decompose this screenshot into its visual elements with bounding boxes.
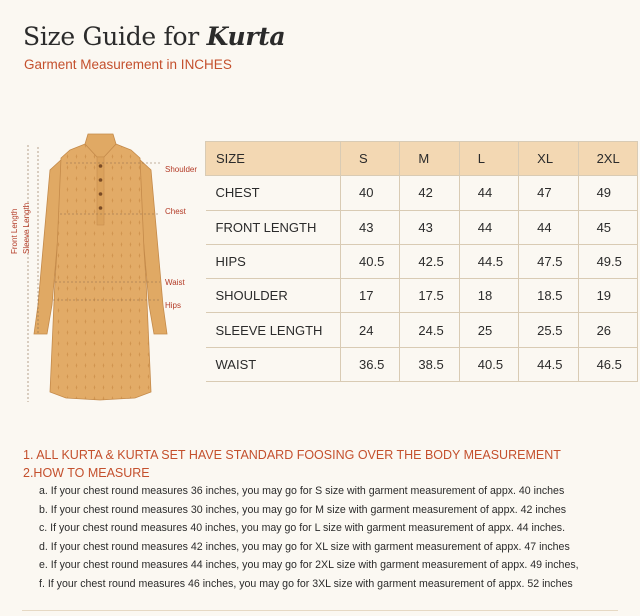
cell: 26 — [578, 313, 637, 347]
header-l: L — [459, 142, 518, 176]
note-how-to-measure: 2.HOW TO MEASURE — [23, 466, 150, 480]
row-label: SLEEVE LENGTH — [206, 313, 341, 347]
cell: 17 — [341, 279, 400, 313]
page-title — [23, 22, 285, 51]
waist-label: Waist — [165, 278, 185, 287]
cell: 44 — [519, 210, 578, 244]
cell: 40 — [341, 176, 400, 210]
cell: 47 — [519, 176, 578, 210]
cell: 46.5 — [578, 347, 637, 381]
row-label: WAIST — [206, 347, 341, 381]
notes-section — [23, 446, 633, 593]
cell: 42 — [400, 176, 459, 210]
table-row — [206, 210, 638, 244]
cell: 25.5 — [519, 313, 578, 347]
table-row — [206, 347, 638, 381]
sleeve-length-label: Sleeve Length — [22, 202, 31, 254]
cell: 24.5 — [400, 313, 459, 347]
list-item: e. If your chest round measures 44 inches, you may go for 2XL size with garment measurement of appx. 49 inches, — [39, 559, 579, 571]
button-4 — [99, 206, 103, 210]
list-item: f. If your chest round measures 46 inches, you may go for 3XL size with garment measurement of appx. 52 inches — [39, 577, 573, 590]
hips-label: Hips — [165, 301, 182, 310]
cell: 43 — [341, 210, 400, 244]
list-item: a. If your chest round measures 36 inches, you may go for S size with garment measurement of appx. 40 inches — [39, 485, 565, 497]
cell: 43 — [400, 210, 459, 244]
header-2xl: 2XL — [578, 142, 637, 176]
cell: 40.5 — [341, 244, 400, 278]
row-label: CHEST — [206, 176, 341, 210]
table-header-row — [206, 142, 638, 176]
row-label: HIPS — [206, 244, 341, 278]
header-size: SIZE — [206, 142, 341, 176]
measure-steps-list — [23, 482, 633, 593]
cell: 19 — [578, 279, 637, 313]
cell: 38.5 — [400, 347, 459, 381]
cell: 18 — [459, 279, 518, 313]
table-row — [206, 313, 638, 347]
list-item: d. If your chest round measures 42 inches, you may go for XL size with garment measurement of appx. 47 inches — [39, 540, 570, 553]
cell: 49.5 — [578, 244, 637, 278]
cell: 44 — [459, 176, 518, 210]
cell: 44 — [459, 210, 518, 244]
header-s: S — [341, 142, 400, 176]
table-row — [206, 244, 638, 278]
list-item: b. If your chest round measures 30 inches, you may go for M size with garment measurement of appx. 42 inches — [39, 503, 567, 516]
cell: 45 — [578, 210, 637, 244]
header-xl: XL — [519, 142, 578, 176]
row-label: SHOULDER — [206, 279, 341, 313]
shoulder-label: Shoulder — [165, 165, 198, 174]
note-fit-standard: 1. ALL KURTA & KURTA SET HAVE STANDARD FOOSING OVER THE BODY MEASUREMENT — [23, 448, 561, 462]
row-label: FRONT LENGTH — [206, 210, 341, 244]
table-row — [206, 176, 638, 210]
cell: 49 — [578, 176, 637, 210]
divider — [22, 610, 618, 611]
cell: 44.5 — [519, 347, 578, 381]
chest-label: Chest — [165, 207, 186, 216]
list-item: c. If your chest round measures 40 inches, you may go for L size with garment measurement of appx. 44 inches. — [39, 522, 566, 534]
size-chart-table — [205, 141, 638, 382]
button-3 — [99, 192, 103, 196]
cell: 18.5 — [519, 279, 578, 313]
kurta-illustration — [0, 130, 205, 430]
cell: 25 — [459, 313, 518, 347]
cell: 24 — [341, 313, 400, 347]
cell: 36.5 — [341, 347, 400, 381]
header-m: M — [400, 142, 459, 176]
button-1 — [99, 164, 103, 168]
title-emphasis: Kurta — [206, 22, 286, 51]
button-2 — [99, 178, 103, 182]
cell: 40.5 — [459, 347, 518, 381]
cell: 17.5 — [400, 279, 459, 313]
front-length-label: Front Length — [10, 208, 19, 254]
title-prefix: Size Guide for — [23, 22, 207, 51]
cell: 47.5 — [519, 244, 578, 278]
table-row — [206, 279, 638, 313]
cell: 42.5 — [400, 244, 459, 278]
page-subtitle: Garment Measurement in INCHES — [24, 57, 232, 72]
cell: 44.5 — [459, 244, 518, 278]
